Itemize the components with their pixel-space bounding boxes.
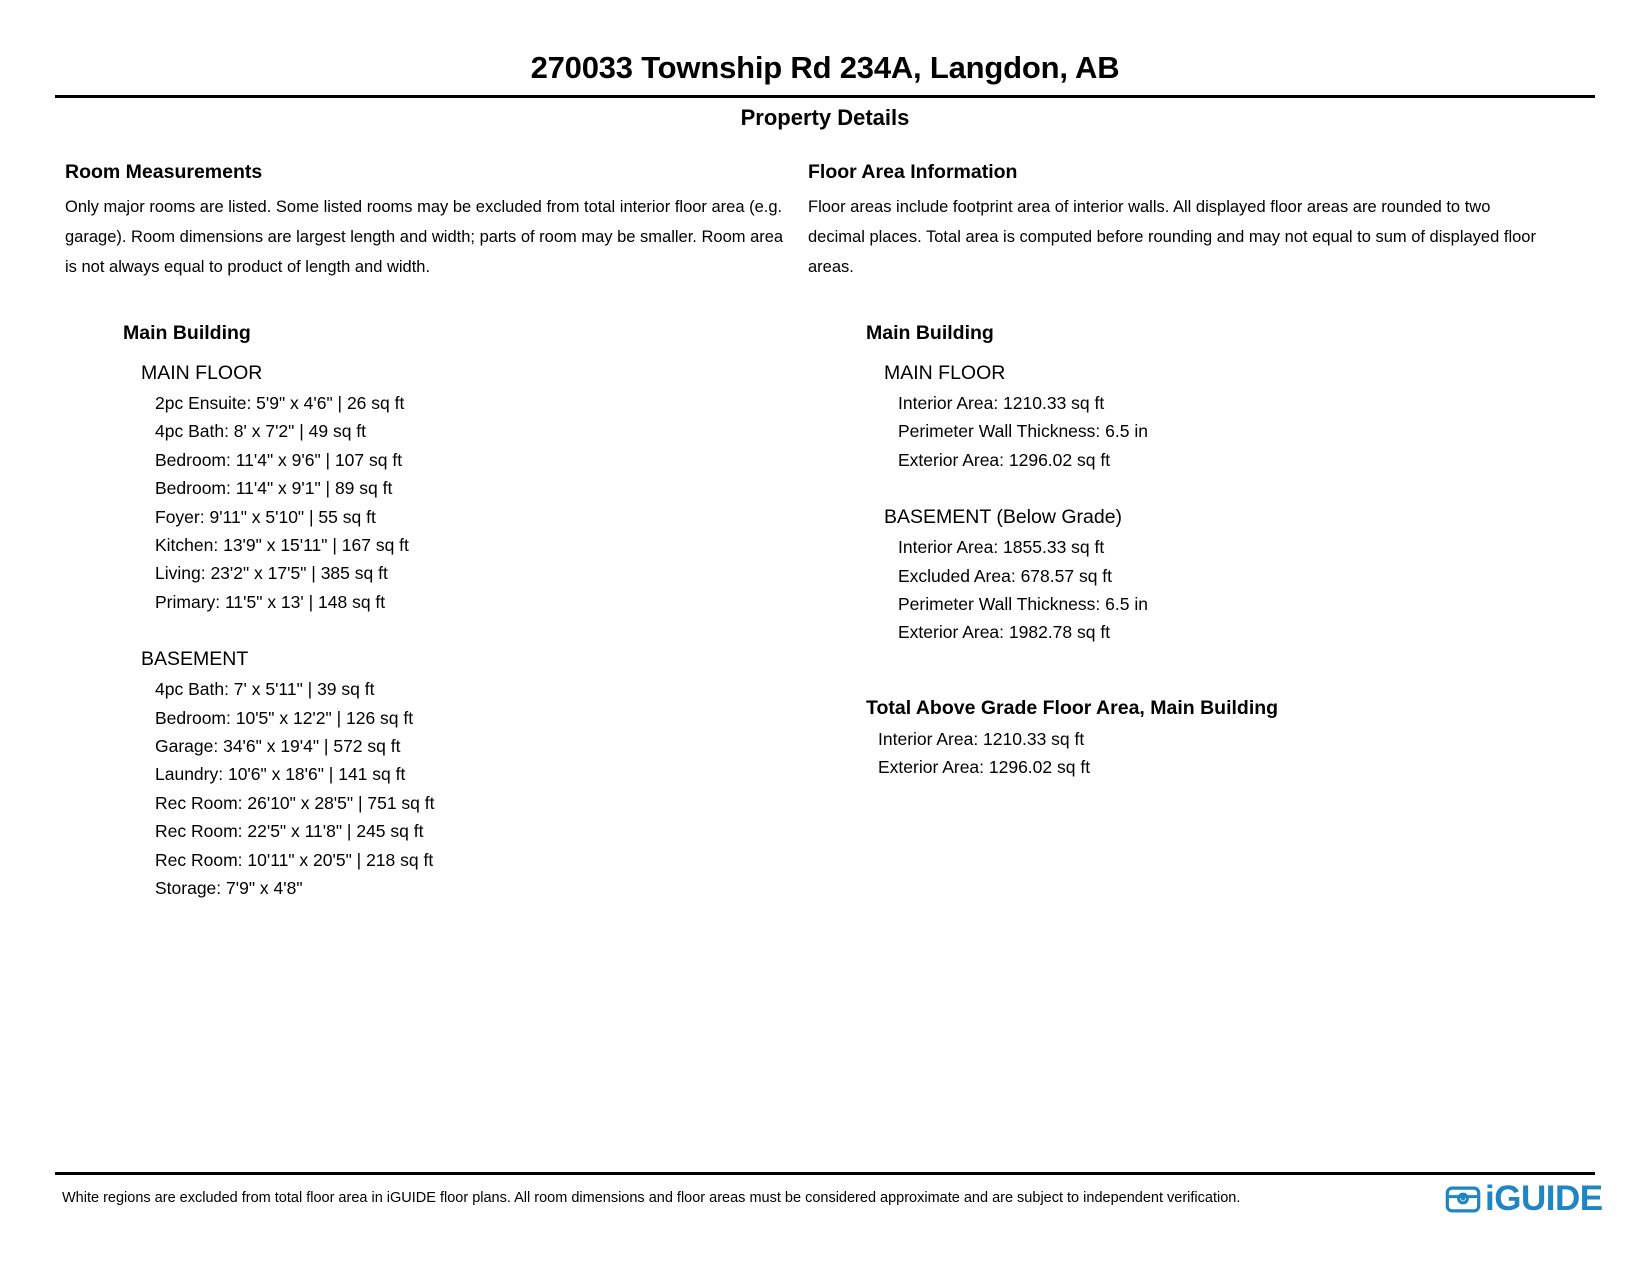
list-item: Laundry: 10'6" x 18'6" | 141 sq ft bbox=[155, 764, 406, 785]
list-item: Interior Area: 1210.33 sq ft bbox=[878, 728, 1085, 749]
list-item: 4pc Bath: 8' x 7'2" | 49 sq ft bbox=[155, 421, 367, 442]
footer-disclaimer: White regions are excluded from total floor area in iGUIDE floor plans. All room dimensions and floor areas must be considered approximate and are subject to independent verification. bbox=[62, 1190, 1241, 1206]
level-name: BASEMENT bbox=[141, 648, 249, 671]
main-floor-area-list bbox=[808, 389, 1548, 474]
building-label: Main Building bbox=[866, 322, 994, 344]
room-measurements-column bbox=[65, 160, 785, 903]
list-item: Storage: 7'9" x 4'8" bbox=[155, 878, 303, 899]
list-item: Living: 23'2" x 17'5" | 385 sq ft bbox=[155, 563, 388, 584]
floor-area-building bbox=[808, 318, 1548, 647]
total-above-grade-block bbox=[808, 693, 1548, 782]
header-divider bbox=[55, 95, 1595, 98]
list-item: Interior Area: 1210.33 sq ft bbox=[898, 393, 1105, 413]
level-basement bbox=[65, 644, 785, 902]
iguide-logo bbox=[1444, 1180, 1603, 1218]
page-subtitle: Property Details bbox=[740, 105, 910, 130]
floor-area-column bbox=[808, 160, 1548, 782]
room-measurements-note: Only major rooms are listed. Some listed rooms may be excluded from total interior floor area (e.g. garage). Room dimensions are largest length and width; parts of room may be smaller. Room area is not always equal to product of length and width. bbox=[65, 198, 784, 276]
list-item: Rec Room: 22'5" x 11'8" | 245 sq ft bbox=[155, 821, 424, 842]
iguide-wordmark: iGUIDE bbox=[1485, 1179, 1603, 1218]
room-measurements-building bbox=[65, 318, 785, 903]
list-item: Rec Room: 26'10" x 28'5" | 751 sq ft bbox=[155, 792, 435, 813]
list-item: Bedroom: 11'4" x 9'6" | 107 sq ft bbox=[155, 449, 403, 470]
total-above-grade-list bbox=[808, 725, 1548, 782]
building-label: Main Building bbox=[123, 322, 251, 344]
floor-area-note: Floor areas include footprint area of interior walls. All displayed floor areas are rounded to two decimal places. Total area is computed before rounding and may not equal to sum of displayed floor areas. bbox=[808, 198, 1536, 276]
list-item: Garage: 34'6" x 19'4" | 572 sq ft bbox=[155, 736, 401, 757]
list-item: Rec Room: 10'11" x 20'5" | 218 sq ft bbox=[155, 849, 434, 870]
list-item: Exterior Area: 1296.02 sq ft bbox=[898, 449, 1111, 470]
area-level-main-floor bbox=[808, 358, 1548, 474]
list-item: Primary: 11'5" x 13' | 148 sq ft bbox=[155, 591, 386, 612]
room-measurements-heading: Room Measurements bbox=[65, 161, 263, 183]
basement-area-list bbox=[808, 533, 1548, 647]
list-item: Bedroom: 11'4" x 9'1" | 89 sq ft bbox=[155, 478, 393, 499]
list-item: 2pc Ensuite: 5'9" x 4'6" | 26 sq ft bbox=[155, 393, 405, 413]
main-floor-room-list bbox=[65, 389, 785, 616]
level-main-floor bbox=[65, 358, 785, 616]
page-title: 270033 Township Rd 234A, Langdon, AB bbox=[530, 50, 1120, 85]
iguide-camera-icon bbox=[1444, 1180, 1482, 1218]
floor-area-heading: Floor Area Information bbox=[808, 161, 1018, 183]
list-item: 4pc Bath: 7' x 5'11" | 39 sq ft bbox=[155, 679, 375, 700]
area-level-basement bbox=[808, 502, 1548, 647]
footer-divider bbox=[55, 1172, 1595, 1175]
list-item: Kitchen: 13'9" x 15'11" | 167 sq ft bbox=[155, 535, 409, 556]
level-name: MAIN FLOOR bbox=[884, 362, 1006, 384]
list-item: Exterior Area: 1982.78 sq ft bbox=[898, 622, 1111, 643]
level-name: BASEMENT (Below Grade) bbox=[884, 506, 1123, 529]
list-item: Foyer: 9'11" x 5'10" | 55 sq ft bbox=[155, 506, 376, 527]
list-item: Perimeter Wall Thickness: 6.5 in bbox=[898, 594, 1148, 615]
level-name: MAIN FLOOR bbox=[141, 362, 263, 384]
list-item: Exterior Area: 1296.02 sq ft bbox=[878, 757, 1091, 778]
list-item: Excluded Area: 678.57 sq ft bbox=[898, 565, 1113, 586]
list-item: Interior Area: 1855.33 sq ft bbox=[898, 537, 1105, 558]
list-item: Perimeter Wall Thickness: 6.5 in bbox=[898, 421, 1148, 442]
total-above-grade-title: Total Above Grade Floor Area, Main Building bbox=[866, 696, 1279, 719]
basement-room-list bbox=[65, 675, 785, 902]
list-item: Bedroom: 10'5" x 12'2" | 126 sq ft bbox=[155, 707, 414, 728]
